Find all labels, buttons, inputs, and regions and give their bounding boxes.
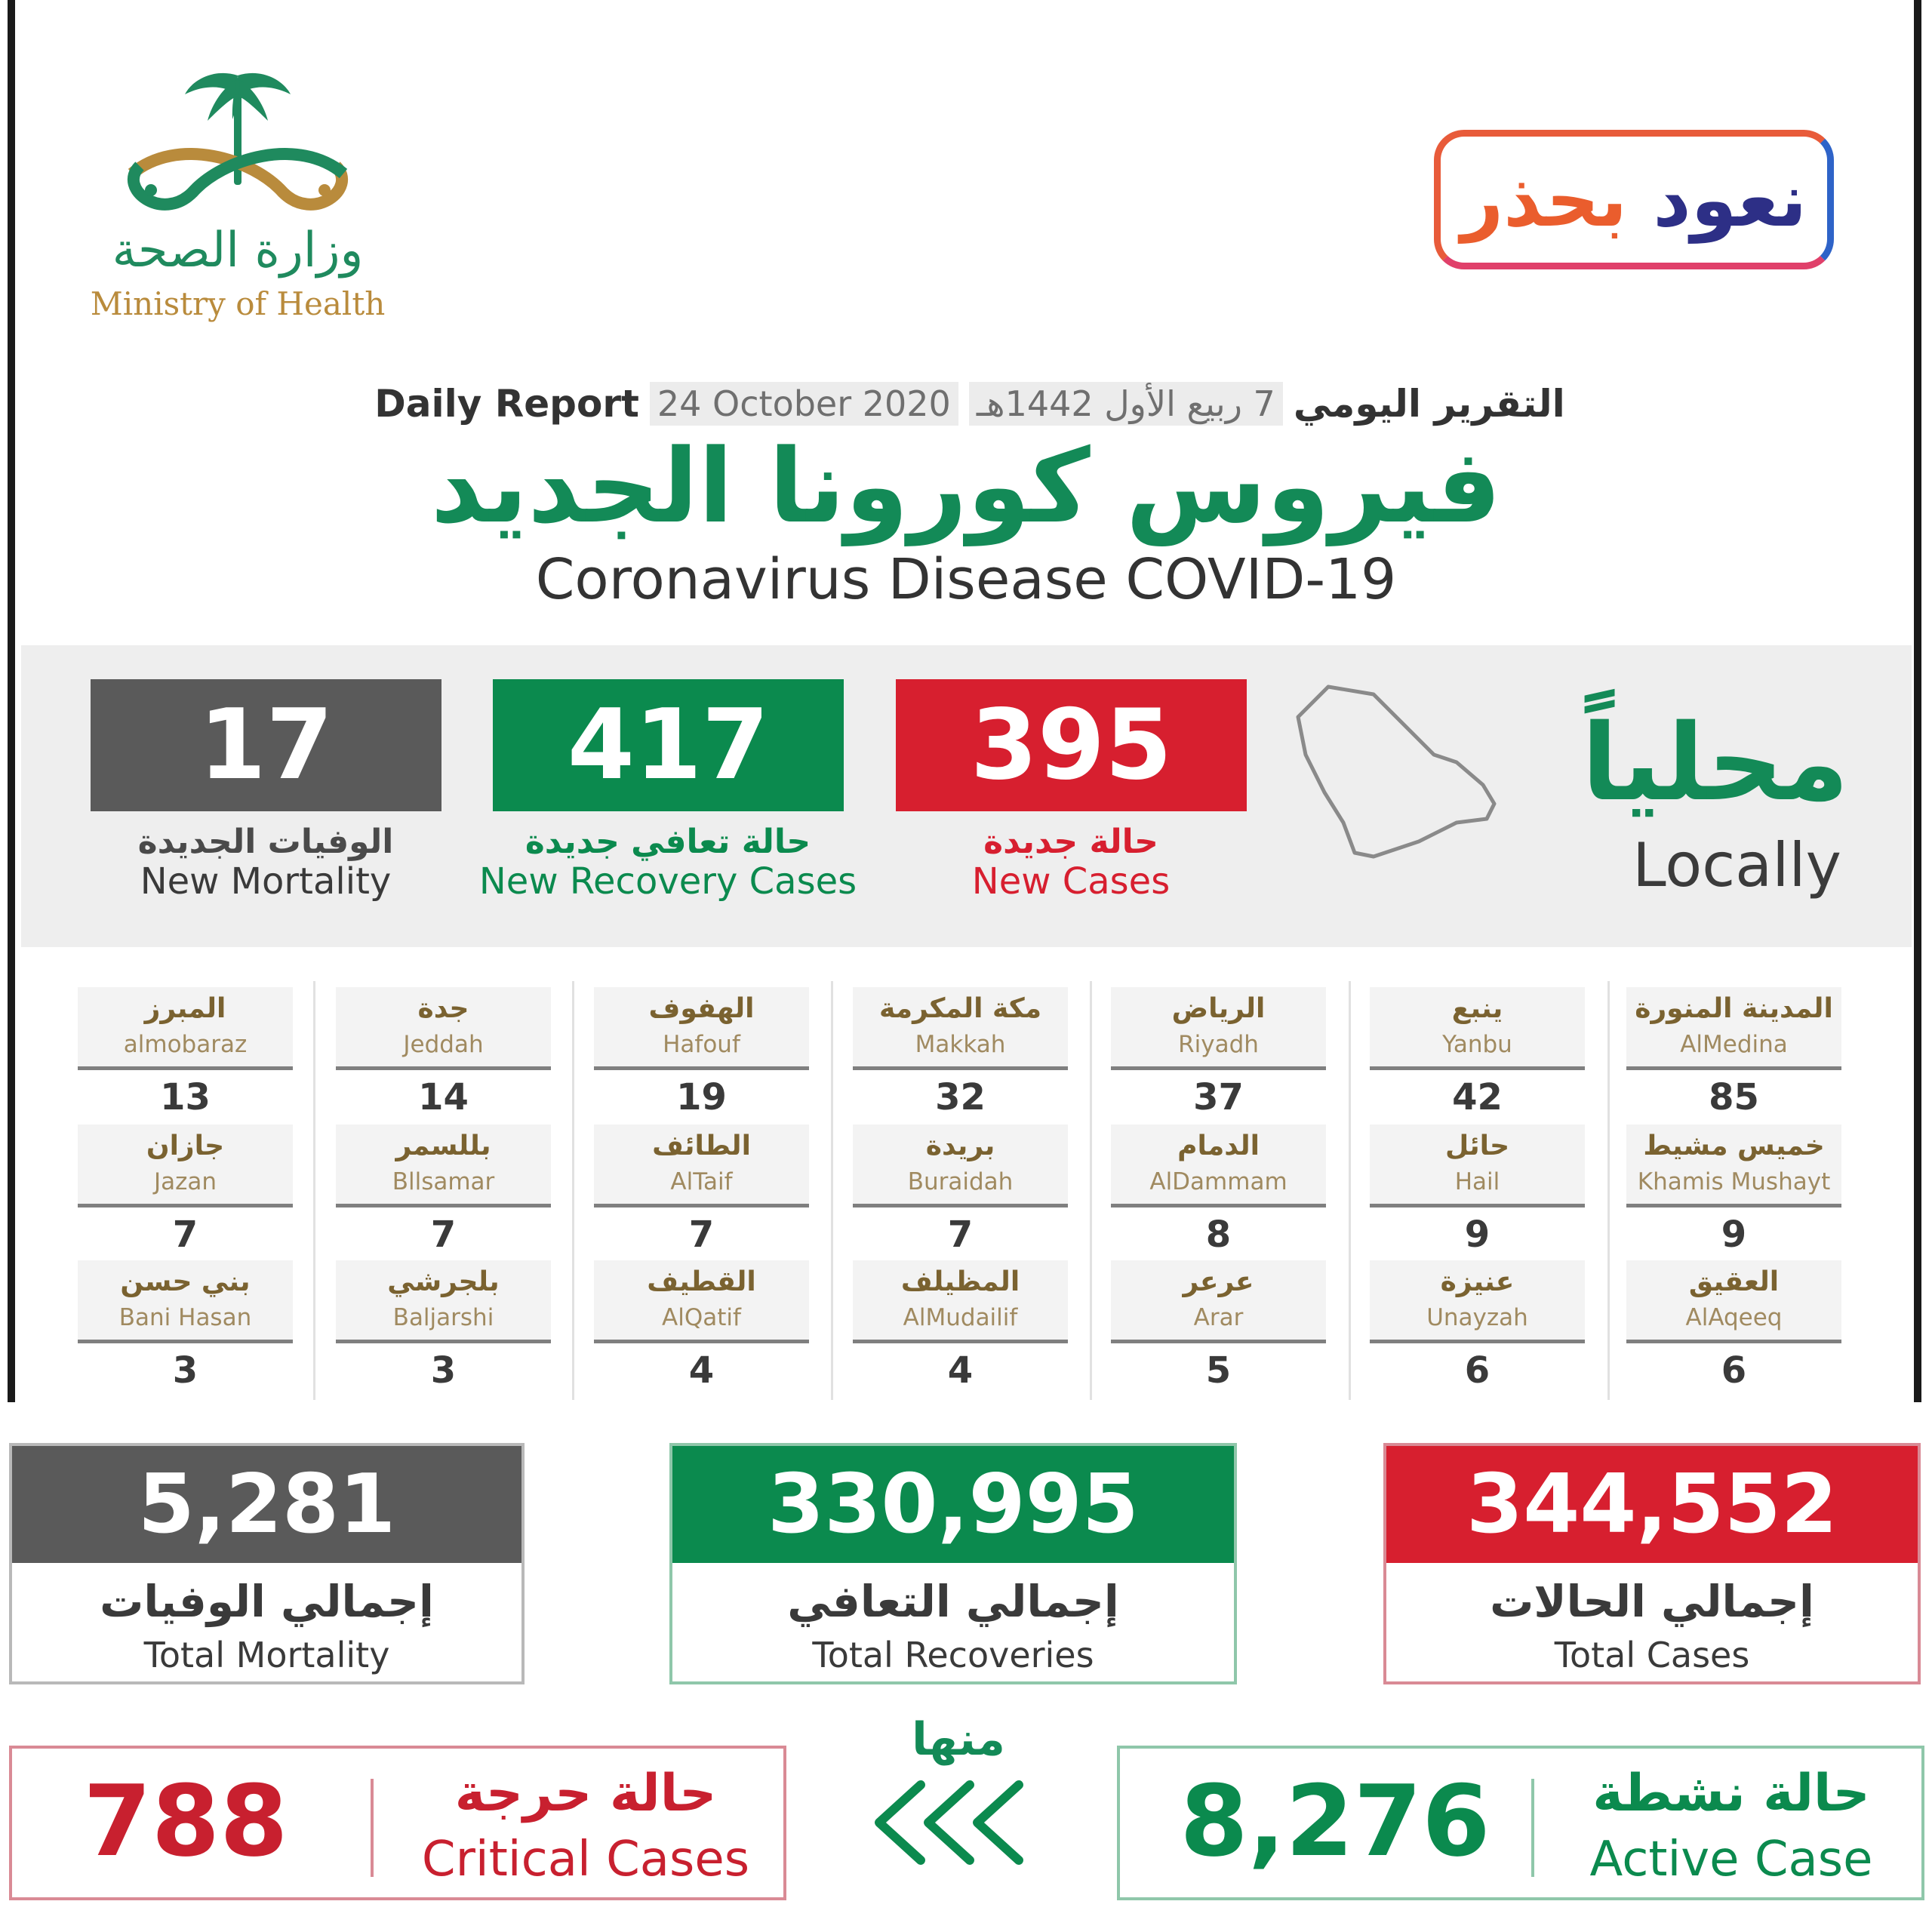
daily-report-label: Daily Report — [374, 382, 639, 426]
active-cases-label-arabic: حالة نشطة — [1592, 1764, 1870, 1823]
new-mortality-label: New Mortality — [140, 860, 392, 903]
page-title: Coronavirus Disease COVID-19 — [535, 547, 1397, 612]
city-name: Jazan — [153, 1168, 217, 1195]
city-cell — [336, 1260, 551, 1396]
city-name-arabic: عنيزة — [1440, 1266, 1515, 1297]
city-cell — [853, 1260, 1068, 1396]
city-cell — [1370, 1260, 1585, 1396]
city-count: 7 — [172, 1214, 198, 1256]
left-frame-line — [8, 0, 15, 1402]
column-divider — [1349, 981, 1351, 1400]
city-name: Unayzah — [1426, 1304, 1528, 1331]
city-cell — [853, 987, 1068, 1123]
column-divider — [1090, 981, 1092, 1400]
city-name-arabic: مكة المكرمة — [878, 993, 1042, 1024]
city-name-arabic: خميس مشيط — [1643, 1131, 1825, 1161]
new-recovery-value: 417 — [493, 679, 844, 811]
city-count: 42 — [1452, 1076, 1503, 1118]
city-name-arabic: جازان — [146, 1131, 225, 1161]
total-mortality-label: Total Mortality — [143, 1635, 390, 1675]
city-name: almobaraz — [123, 1031, 248, 1058]
city-name-arabic: عرعر — [1183, 1266, 1254, 1297]
right-frame-line — [1914, 0, 1921, 1402]
city-count: 7 — [430, 1214, 457, 1256]
critical-cases-label: Critical Cases — [421, 1832, 750, 1887]
city-count: 13 — [160, 1076, 211, 1118]
city-name: Hail — [1454, 1168, 1500, 1195]
city-count: 19 — [676, 1076, 727, 1118]
card-divider — [371, 1779, 374, 1877]
active-cases-label: Active Case — [1589, 1832, 1873, 1887]
city-name-arabic: جدة — [417, 993, 469, 1024]
total-mortality-card — [9, 1443, 525, 1684]
column-divider — [831, 981, 833, 1400]
city-count: 6 — [1464, 1349, 1491, 1392]
city-name-arabic: الدمام — [1177, 1131, 1260, 1161]
critical-cases-value: 788 — [83, 1764, 288, 1878]
city-name-arabic: بريدة — [925, 1131, 995, 1161]
city-count: 85 — [1709, 1076, 1759, 1118]
moh-name-arabic: وزارة الصحة — [112, 223, 364, 278]
city-name: Yanbu — [1442, 1031, 1512, 1058]
city-cell — [1626, 1260, 1841, 1396]
city-cell — [1111, 1124, 1326, 1260]
total-cases-value: 344,552 — [1386, 1446, 1918, 1563]
campaign-word-1: نعود — [1653, 158, 1807, 244]
city-cell — [594, 1124, 809, 1260]
city-cell — [336, 1124, 551, 1260]
city-count: 9 — [1464, 1214, 1491, 1256]
city-name: AlDammam — [1149, 1168, 1287, 1195]
campaign-slogan — [1441, 158, 1827, 244]
new-cases-label: New Cases — [971, 860, 1171, 903]
city-name-arabic: ينبع — [1451, 993, 1503, 1024]
city-count: 32 — [935, 1076, 986, 1118]
city-cell — [78, 1124, 293, 1260]
city-count: 3 — [172, 1349, 198, 1392]
palm-swords-emblem-icon — [87, 60, 389, 219]
city-name-arabic: بللسمر — [395, 1131, 491, 1161]
city-name: Buraidah — [907, 1168, 1014, 1195]
new-cases-value: 395 — [896, 679, 1247, 811]
total-mortality-value: 5,281 — [12, 1446, 521, 1563]
city-name: Jeddah — [403, 1031, 484, 1058]
city-cell — [1111, 1260, 1326, 1396]
city-name: AlTaif — [670, 1168, 733, 1195]
city-name: Bani Hasan — [118, 1304, 252, 1331]
total-cases-label: Total Cases — [1554, 1635, 1750, 1675]
column-divider — [1607, 981, 1610, 1400]
active-cases-value: 8,276 — [1180, 1764, 1491, 1878]
city-name-arabic: القطيف — [647, 1266, 756, 1297]
city-name: Khamis Mushayt — [1637, 1168, 1831, 1195]
city-name-arabic: المبرز — [144, 993, 226, 1024]
city-name: Bllsamar — [392, 1168, 495, 1195]
city-cell — [594, 1260, 809, 1396]
active-cases-card — [1117, 1746, 1924, 1900]
critical-cases-label-arabic: حالة حرجة — [454, 1764, 717, 1823]
new-recovery-label: New Recovery Cases — [478, 860, 857, 903]
city-count: 4 — [688, 1349, 715, 1392]
gregorian-date: 24 October 2020 — [650, 382, 958, 426]
city-count: 7 — [947, 1214, 974, 1256]
city-cell — [1626, 1124, 1841, 1260]
critical-cases-card — [9, 1746, 786, 1900]
city-count: 8 — [1205, 1214, 1232, 1256]
city-name-arabic: حائل — [1444, 1131, 1510, 1161]
daily-report-label-arabic: التقرير اليومي — [1293, 382, 1565, 426]
city-cell — [78, 1260, 293, 1396]
city-cell — [853, 1124, 1068, 1260]
new-cases-label-arabic: حالة جديدة — [983, 823, 1158, 861]
city-count: 5 — [1205, 1349, 1232, 1392]
city-count: 4 — [947, 1349, 974, 1392]
column-divider — [313, 981, 315, 1400]
city-name: Baljarshi — [392, 1304, 494, 1331]
city-name-arabic: المدينة المنورة — [1635, 993, 1833, 1024]
total-recoveries-value: 330,995 — [672, 1446, 1234, 1563]
city-name: AlMedina — [1680, 1031, 1788, 1058]
total-recoveries-card — [669, 1443, 1237, 1684]
city-cell — [594, 987, 809, 1123]
chevrons-left-icon — [860, 1774, 1057, 1872]
page-title-arabic: فيروس كورونا الجديد — [430, 427, 1502, 546]
city-name: Hafouf — [663, 1031, 740, 1058]
moh-name-english: Ministry of Health — [90, 285, 386, 322]
of-which-label: منها — [912, 1713, 1005, 1766]
city-name-arabic: المظيلف — [900, 1266, 1020, 1297]
saudi-map-icon — [1283, 672, 1509, 868]
total-recoveries-label: Total Recoveries — [812, 1635, 1094, 1675]
locally-label: Locally — [1632, 830, 1841, 900]
city-count: 3 — [430, 1349, 457, 1392]
city-name: Makkah — [915, 1031, 1006, 1058]
city-cell — [1370, 987, 1585, 1123]
city-name-arabic: الطائف — [652, 1131, 751, 1161]
column-divider — [572, 981, 574, 1400]
campaign-word-2: بحذر — [1460, 158, 1628, 244]
city-name: AlAqeeq — [1685, 1304, 1783, 1331]
city-cell — [1370, 1124, 1585, 1260]
new-mortality-label-arabic: الوفيات الجديدة — [137, 823, 394, 861]
city-name-arabic: العقيق — [1688, 1266, 1780, 1297]
total-mortality-label-arabic: إجمالي الوفيات — [100, 1576, 434, 1627]
campaign-logo — [1434, 130, 1834, 269]
city-name-arabic: بني حسن — [120, 1266, 251, 1297]
city-cell — [78, 987, 293, 1123]
city-count: 14 — [418, 1076, 469, 1118]
moh-logo — [87, 60, 389, 332]
report-line — [374, 377, 1565, 430]
city-count: 9 — [1721, 1214, 1747, 1256]
city-name-arabic: بلجرشي — [387, 1266, 500, 1297]
city-cell — [336, 987, 551, 1123]
city-count: 6 — [1721, 1349, 1747, 1392]
hijri-date: 7 ربيع الأول 1442هـ — [969, 382, 1283, 426]
total-cases-card — [1383, 1443, 1921, 1684]
city-name: Arar — [1193, 1304, 1244, 1331]
city-name-arabic: الهفوف — [648, 993, 755, 1024]
city-name-arabic: الرياض — [1171, 993, 1266, 1024]
new-recovery-label-arabic: حالة تعافي جديدة — [525, 823, 811, 861]
city-name: AlQatif — [662, 1304, 741, 1331]
total-recoveries-label-arabic: إجمالي التعافي — [787, 1576, 1119, 1627]
city-name: AlMudailif — [903, 1304, 1018, 1331]
city-count: 37 — [1193, 1076, 1244, 1118]
city-cell — [1111, 987, 1326, 1123]
city-count: 7 — [688, 1214, 715, 1256]
city-name: Riyadh — [1178, 1031, 1259, 1058]
total-cases-label-arabic: إجمالي الحالات — [1490, 1576, 1814, 1627]
new-mortality-value: 17 — [91, 679, 441, 811]
city-cell — [1626, 987, 1841, 1123]
locally-label-arabic: محلياً — [1581, 702, 1849, 825]
card-divider — [1531, 1779, 1534, 1877]
